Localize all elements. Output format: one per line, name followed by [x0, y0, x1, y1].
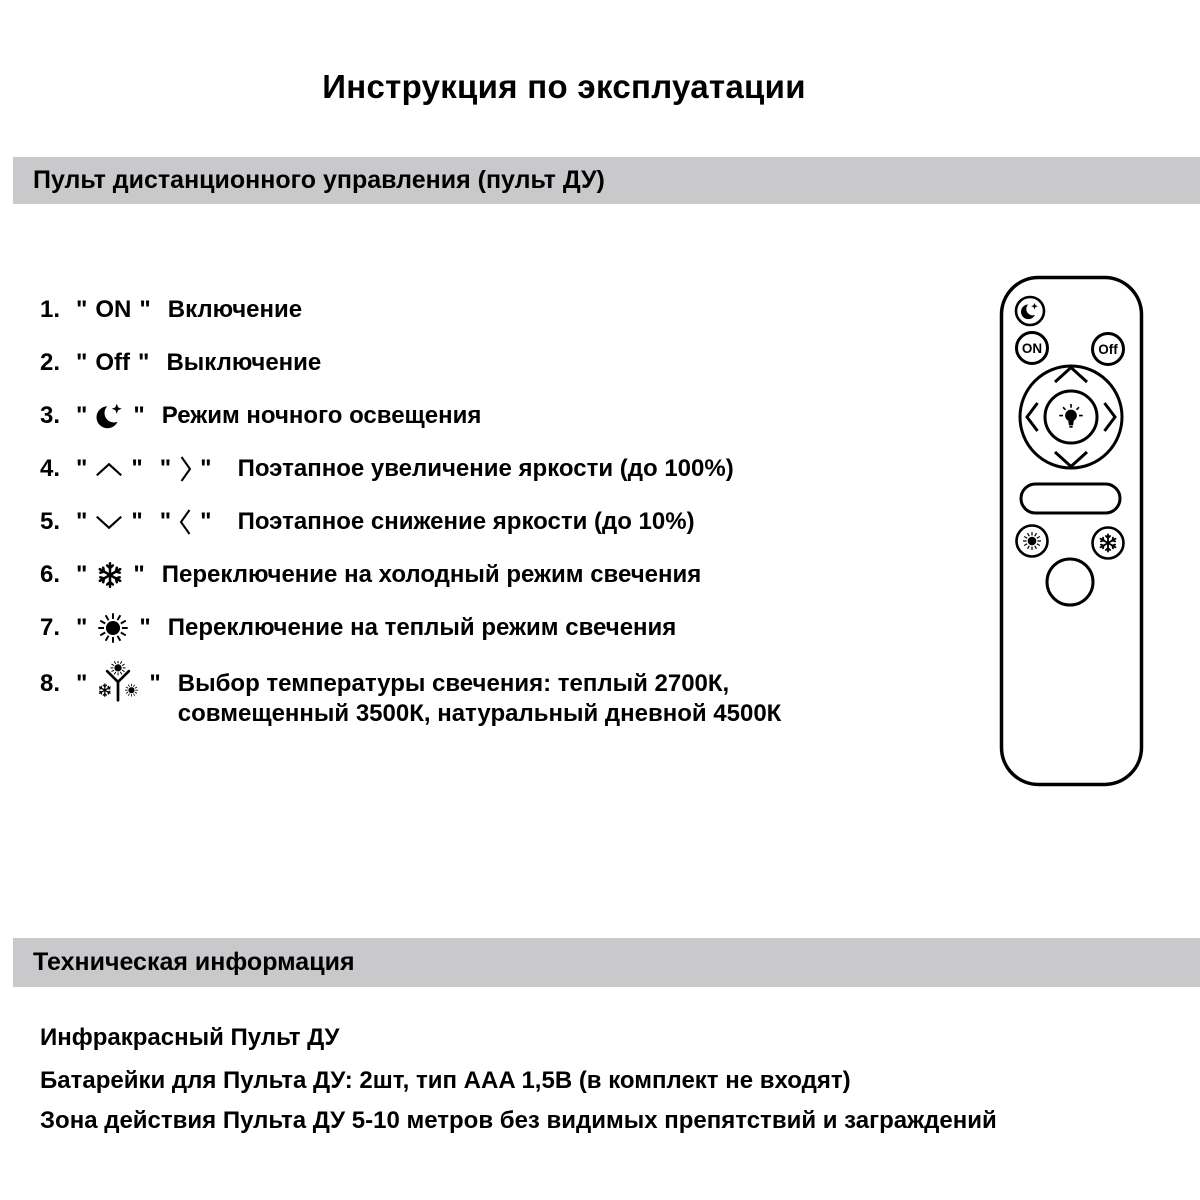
list-item-night-mode: [40, 394, 481, 438]
item-number: 2.: [40, 349, 61, 376]
chevron-up-icon: [94, 461, 124, 478]
list-item-on: [40, 288, 302, 332]
tech-info-line: Инфракрасный Пульт ДУ: [40, 1024, 340, 1051]
tech-info-line: Батарейки для Пульта ДУ: 2шт, тип AAA 1,5В (в комплект не входят): [40, 1067, 851, 1094]
item-description: Режим ночного освещения: [161, 402, 482, 429]
quote-mark: ": [159, 508, 172, 535]
off-button-label: Off: [95, 349, 131, 376]
list-item-warm-mode: [40, 606, 676, 650]
item-description: Включение: [167, 296, 303, 323]
chevron-left-icon: [178, 507, 193, 537]
quote-mark: ": [76, 614, 88, 641]
icon-group: [75, 455, 144, 483]
quote-mark: ": [131, 508, 143, 535]
item-description: Поэтапное снижение яркости (до 10%): [237, 508, 695, 535]
icon-group: [159, 454, 213, 484]
item-number: 6.: [40, 561, 61, 588]
item-number: 5.: [40, 508, 61, 535]
icon-group: [75, 508, 144, 536]
quote-mark: ": [138, 349, 150, 376]
section-header-label: Пульт дистанционного управления (пульт ДУ): [33, 166, 605, 194]
page-title: Инструкция по эксплуатации: [322, 68, 806, 105]
item-description-line2: совмещенный 3500К, натуральный дневной 4500К: [177, 700, 782, 727]
quote-mark: ": [76, 349, 88, 376]
list-item-color-temperature: [40, 662, 782, 727]
quote-mark: ": [200, 508, 212, 535]
item-description: Переключение на холодный режим свечения: [161, 561, 702, 588]
icon-group: [159, 507, 213, 537]
moon-icon: [95, 401, 125, 431]
item-number: 3.: [40, 402, 61, 429]
item-description-line1: Выбор температуры свечения: теплый 2700К,: [177, 670, 730, 697]
quote-mark: ": [76, 455, 88, 482]
item-number: 8.: [40, 670, 61, 697]
quote-mark: ": [131, 455, 143, 482]
quote-mark: ": [139, 296, 151, 323]
list-item-brightness-down: [40, 500, 695, 544]
tech-info-line: Зона действия Пульта ДУ 5-10 метров без видимых препятствий и заграждений: [40, 1107, 997, 1134]
quote-mark: ": [133, 402, 145, 429]
item-description: Переключение на теплый режим свечения: [167, 614, 677, 641]
chevron-down-icon: [94, 514, 124, 531]
chevron-right-icon: [178, 454, 193, 484]
item-number: 7.: [40, 614, 61, 641]
item-number: 4.: [40, 455, 61, 482]
sun-icon: [95, 610, 131, 646]
quote-mark: ": [149, 670, 161, 697]
quote-mark: ": [139, 614, 151, 641]
quote-mark: ": [159, 455, 172, 482]
quote-mark: ": [133, 561, 145, 588]
snowflake-icon: [95, 560, 125, 590]
section-header-remote: [13, 157, 1200, 204]
remote-control-illustration: [999, 275, 1144, 787]
item-description: [178, 669, 782, 729]
quote-mark: ": [76, 296, 88, 323]
list-item-off: [40, 341, 321, 385]
on-button-label: ON: [1021, 341, 1043, 356]
item-description: Выключение: [166, 349, 322, 376]
item-number: 1.: [40, 296, 61, 323]
item-description: Поэтапное увеличение яркости (до 100%): [237, 455, 734, 482]
quote-mark: ": [76, 508, 88, 535]
off-button-label: Off: [1098, 342, 1118, 357]
quote-mark: ": [76, 670, 88, 697]
quote-mark: ": [76, 402, 88, 429]
quote-mark: ": [200, 455, 212, 482]
section-header-label: Техническая информация: [33, 948, 355, 976]
color-temperature-select-icon: [95, 661, 141, 707]
section-header-tech: [13, 938, 1200, 987]
list-item-cold-mode: [40, 553, 701, 597]
list-item-brightness-up: [40, 447, 734, 491]
quote-mark: ": [76, 561, 88, 588]
on-button-label: ON: [95, 296, 132, 323]
